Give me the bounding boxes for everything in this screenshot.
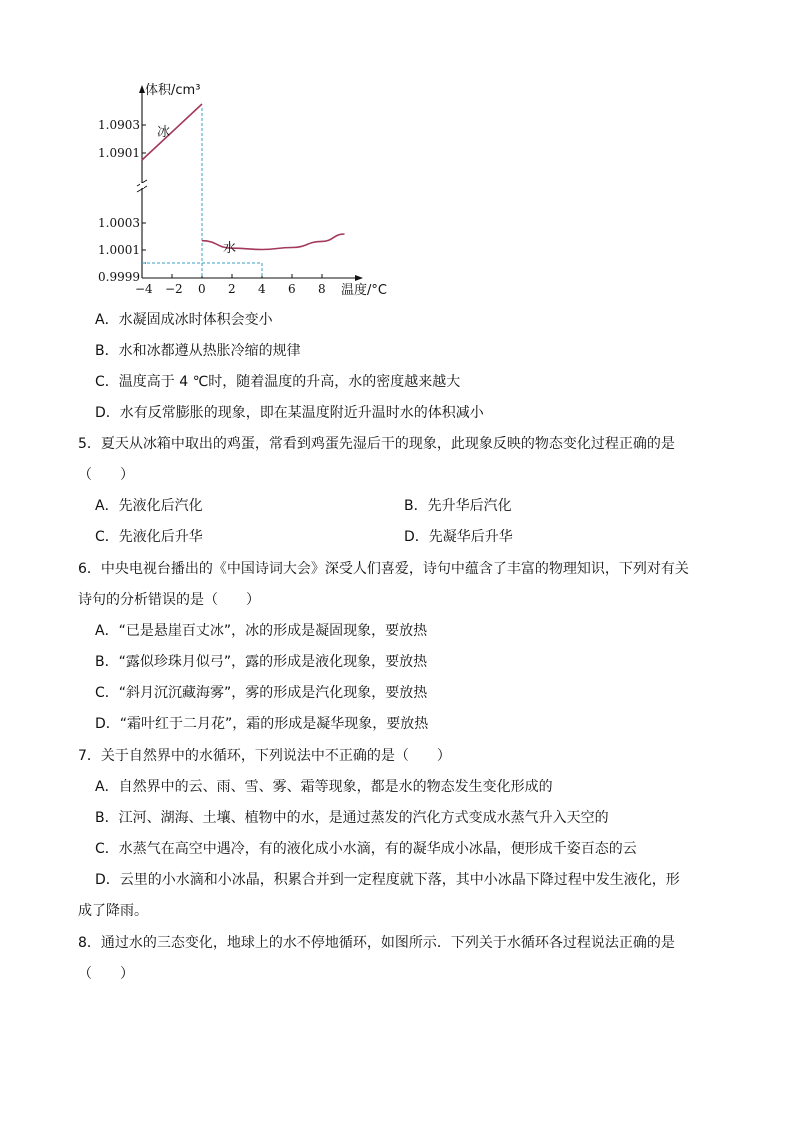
axis-break-gap [140, 183, 144, 188]
y-tick-label: 1.0001 [98, 243, 140, 257]
q4-option-d: D．水有反常膨胀的现象，即在某温度附近升温时水的体积减小 [95, 405, 484, 421]
water-series-label: 水 [223, 241, 237, 256]
x-tick-label: 4 [258, 282, 266, 296]
q7-option-a: A．自然界中的云、雨、雪、雾、霜等现象，都是水的物态发生变化形成的 [95, 779, 553, 795]
q8-answer-paren: （ ） [78, 966, 134, 982]
q6-stem-line1: 6．中央电视台播出的《中国诗词大会》深受人们喜爱，诗句中蕴含了丰富的物理知识，下列对有关 [78, 561, 689, 577]
q6-option-a: A．“已是悬崖百丈冰”，冰的形成是凝固现象，要放热 [95, 623, 428, 639]
x-tick-label: 8 [318, 282, 326, 296]
x-tick-label: 6 [288, 282, 296, 296]
q5-answer-paren: （ ） [78, 467, 134, 483]
q6-option-c: C．“斜月沉沉藏海雾”，雾的形成是汽化现象，要放热 [95, 685, 428, 701]
q5-option-a: A．先液化后汽化 [95, 498, 203, 514]
y-tick-label: 0.9999 [98, 270, 140, 284]
q7-option-b: B．江河、湖海、土壤、植物中的水，是通过蒸发的汽化方式变成水蒸气升入天空的 [95, 810, 609, 826]
x-axis-arrow [355, 275, 363, 281]
q7-option-d-continued: 成了降雨。 [78, 903, 148, 919]
x-tick-label: −4 [135, 282, 153, 296]
q4-option-b: B．水和冰都遵从热胀冷缩的规律 [95, 343, 301, 359]
y-axis-label: 体积/cm³ [145, 83, 201, 98]
q5-stem: 5．夏天从冰箱中取出的鸡蛋，常看到鸡蛋先湿后干的现象，此现象反映的物态变化过程正确的是 [78, 436, 675, 452]
q6-stem-line2: 诗句的分析错误的是（ ） [78, 592, 260, 608]
q4-option-c: C．温度高于 4 ℃时，随着温度的升高，水的密度越来越大 [95, 374, 461, 390]
q7-stem: 7．关于自然界中的水循环，下列说法中不正确的是（ ） [78, 748, 451, 764]
q6-option-b: B．“露似珍珠月似弓”，露的形成是液化现象，要放热 [95, 654, 428, 670]
ice-series-label: 冰 [157, 125, 171, 140]
q5-option-b: B．先升华后汽化 [404, 498, 512, 514]
q6-option-d: D．“霜叶红于二月花”，霜的形成是凝华现象，要放热 [95, 716, 429, 732]
q5-option-d: D．先凝华后升华 [404, 529, 513, 545]
y-tick-label: 1.0901 [98, 146, 140, 160]
x-axis-label: 温度/°C [341, 283, 387, 298]
chart-svg [95, 78, 405, 303]
x-tick-label: 0 [198, 282, 206, 296]
q8-stem: 8．通过水的三态变化，地球上的水不停地循环，如图所示．下列关于水循环各过程说法正确的是 [78, 935, 675, 951]
q4-option-a: A．水凝固成冰时体积会变小 [95, 312, 273, 328]
q7-option-c: C．水蒸气在高空中遇冷，有的液化成小水滴，有的凝华成小冰晶，便形成千姿百态的云 [95, 841, 637, 857]
q7-option-d: D．云里的小水滴和小冰晶，积累合并到一定程度就下落，其中小冰晶下降过程中发生液化，形 [95, 872, 680, 888]
y-tick-label: 1.0003 [98, 216, 140, 230]
ice-series-line [142, 104, 202, 160]
q5-option-c: C．先液化后升华 [95, 529, 203, 545]
volume-temperature-chart [95, 78, 405, 303]
y-tick-label: 1.0903 [98, 118, 140, 132]
x-tick-label: −2 [165, 282, 183, 296]
x-tick-label: 2 [228, 282, 236, 296]
